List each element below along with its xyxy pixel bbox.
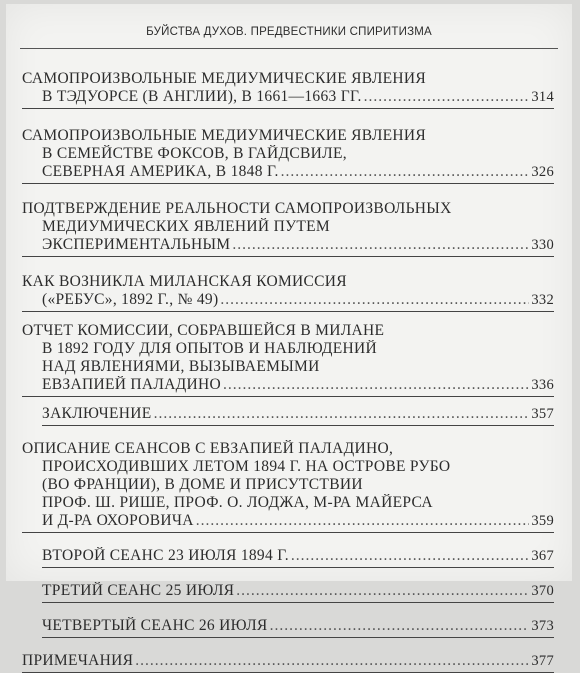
toc-entry-title-line: ПРИМЕЧАНИЯ (22, 652, 134, 669)
running-header: БУЙСТВА ДУХОВ. ПРЕДВЕСТНИКИ СПИРИТИЗМА (146, 26, 432, 38)
toc-entry[interactable] (42, 547, 554, 568)
toc-entry-title-line: КАК ВОЗНИКЛА МИЛАНСКАЯ КОМИССИЯ (22, 273, 347, 290)
toc-entry-title-line: ЕВЗАПИЕЙ ПАЛАДИНО (42, 376, 222, 393)
toc-entry-title-line: САМОПРОИЗВОЛЬНЫЕ МЕДИУМИЧЕСКИЕ ЯВЛЕНИЯ (22, 70, 427, 87)
page-number: 336 (531, 377, 554, 393)
toc-entry[interactable] (42, 582, 554, 603)
dot-leader (220, 291, 529, 309)
toc-entry-title-line: (ВО ФРАНЦИИ), В ДОМЕ И ПРИСУТСТВИИ (42, 476, 363, 493)
book-page (6, 4, 572, 669)
toc-entry-title-line: НАД ЯВЛЕНИЯМИ, ВЫЗЫВАЕМЫМИ (42, 358, 320, 375)
toc-entry[interactable] (22, 127, 554, 184)
dot-leader (223, 376, 529, 394)
page-number: 367 (531, 548, 554, 564)
toc-entry-title-line: ОПИСАНИЕ СЕАНСОВ С ЕВЗАПИЕЙ ПАЛАДИНО, (22, 440, 394, 457)
toc-entry[interactable] (22, 322, 554, 397)
dot-leader (281, 163, 530, 181)
toc-entry-title-line: ОТЧЕТ КОМИССИИ, СОБРАВШЕЙСЯ В МИЛАНЕ (22, 322, 385, 339)
toc-entry-title-line: В 1892 ГОДУ ДЛЯ ОПЫТОВ И НАБЛЮДЕНИЙ (42, 340, 377, 357)
toc-entry[interactable] (42, 617, 554, 638)
toc-entry-title-line: («РЕБУС», 1892 Г., № 49) (42, 291, 219, 308)
table-of-contents (22, 70, 554, 673)
toc-entry-title-line: И Д-РА ОХОРОВИЧА (42, 512, 194, 529)
dot-leader (364, 88, 530, 106)
page-number: 357 (531, 406, 554, 422)
toc-entry[interactable] (42, 405, 554, 426)
toc-entry-title-line: В СЕМЕЙСТВЕ ФОКСОВ, В ГАЙДСВИЛЕ, (42, 145, 347, 162)
toc-entry-title-line: МЕДИУМИЧЕСКИХ ЯВЛЕНИЙ ПУТЕМ (42, 218, 330, 235)
toc-entry-title-line: СЕВЕРНАЯ АМЕРИКА, В 1848 Г. (42, 163, 279, 180)
toc-entry-title-line: ПОДТВЕРЖДЕНИЕ РЕАЛЬНОСТИ САМОПРОИЗВОЛЬНЫХ (22, 200, 452, 217)
toc-entry[interactable] (22, 440, 554, 533)
toc-entry-title-line: ПРОИСХОДИВШИХ ЛЕТОМ 1894 Г. НА ОСТРОВЕ РУБО (42, 458, 451, 475)
dot-leader (135, 652, 529, 670)
dot-leader (196, 512, 530, 530)
header-divider (20, 48, 558, 49)
page-number: 359 (531, 513, 554, 529)
toc-entry[interactable] (22, 200, 554, 257)
toc-entry[interactable] (22, 652, 554, 673)
page-number: 330 (531, 237, 554, 253)
page-number: 332 (531, 292, 554, 308)
dot-leader (154, 405, 530, 423)
toc-entry-title-line: ТРЕТИЙ СЕАНС 25 ИЮЛЯ (42, 582, 235, 599)
toc-entry[interactable] (22, 273, 554, 312)
toc-entry-title-line: ЭКСПЕРИМЕНТАЛЬНЫМ (42, 236, 231, 253)
toc-entry-title-line: ЧЕТВЕРТЫЙ СЕАНС 26 ИЮЛЯ (42, 617, 268, 634)
toc-entry-title-line: САМОПРОИЗВОЛЬНЫЕ МЕДИУМИЧЕСКИЕ ЯВЛЕНИЯ (22, 127, 427, 144)
toc-entry-title-line: ЗАКЛЮЧЕНИЕ (42, 405, 152, 422)
dot-leader (232, 236, 529, 254)
toc-entry-title-line: ВТОРОЙ СЕАНС 23 ИЮЛЯ 1894 Г. (42, 547, 289, 564)
page-number: 377 (531, 653, 554, 669)
page-number: 314 (531, 89, 554, 105)
page-number: 326 (531, 164, 554, 180)
page-number: 373 (531, 618, 554, 634)
page-number: 370 (531, 583, 554, 599)
toc-entry-title-line: ПРОФ. Ш. РИШЕ, ПРОФ. О. ЛОДЖА, М-РА МАЙЕРСА (42, 494, 433, 511)
toc-entry[interactable] (22, 70, 554, 109)
dot-leader (270, 617, 530, 635)
toc-entry-title-line: В ТЭДУОРСЕ (В АНГЛИИ), В 1661—1663 ГГ. (42, 88, 362, 105)
dot-leader (291, 547, 529, 565)
